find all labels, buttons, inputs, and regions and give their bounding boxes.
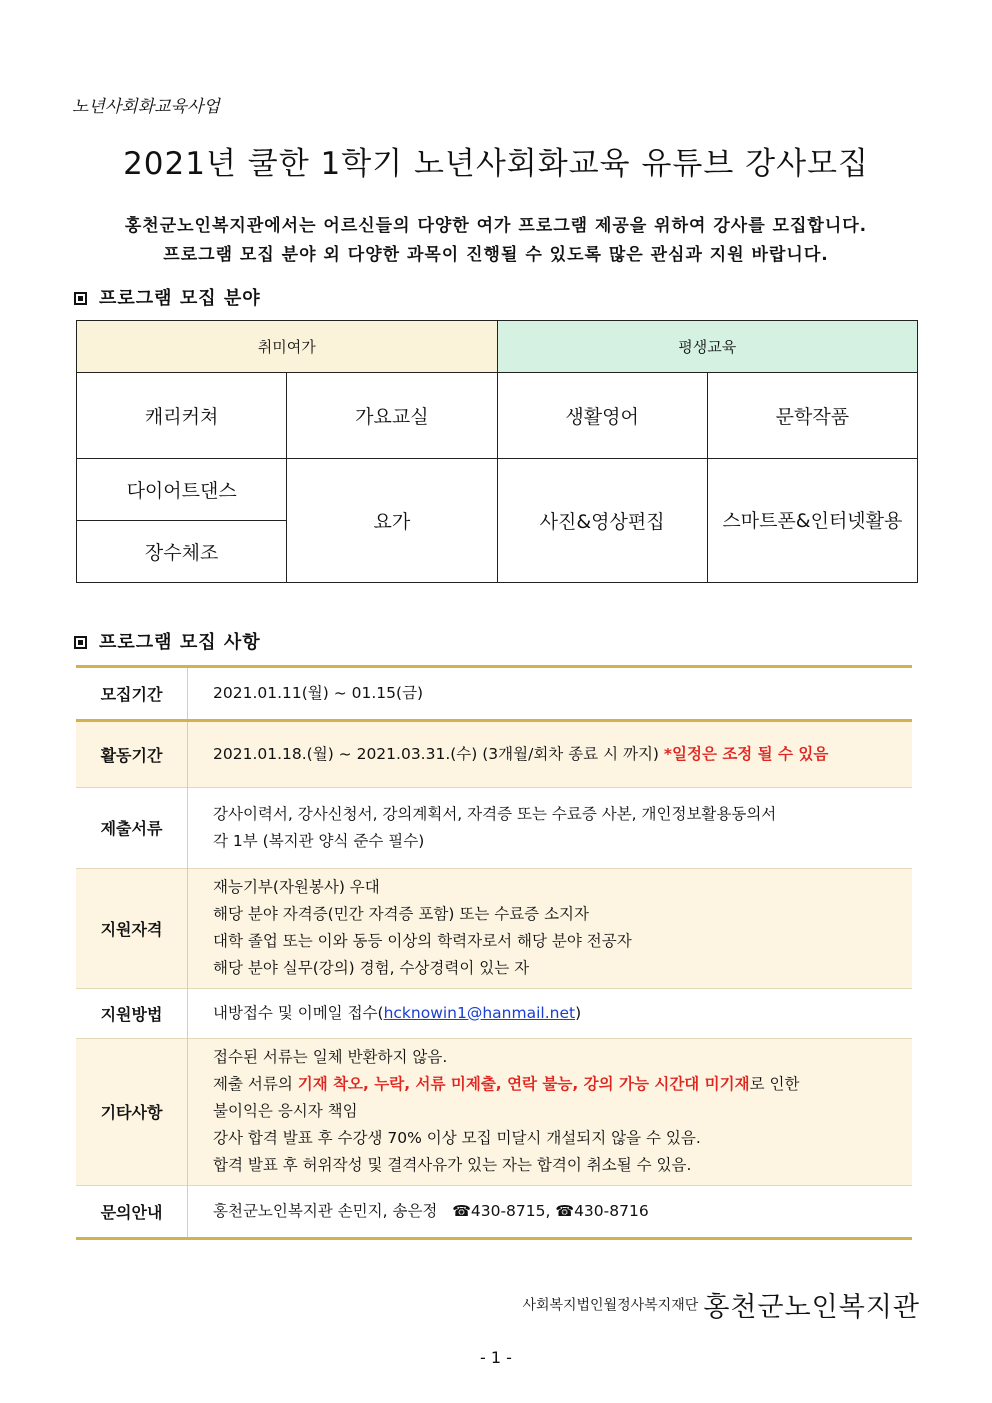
- intro-line-1: 홍천군노인복지관에서는 어르신들의 다양한 여가 프로그램 제공을 위하여 강사를 모집합니다.: [124, 216, 868, 236]
- other-line: 불이익은 응시자 책임: [213, 1102, 358, 1120]
- header-tag: 노년사회화교육사업: [72, 97, 220, 117]
- intro-line-2: 프로그램 모집 분야 외 다양한 과목이 진행될 수 있도록 많은 관심과 지원 바랍니다.: [163, 245, 829, 265]
- activity-period: 2021.01.18.(월) ~ 2021.03.31.(수) (3개월/회차 종료 시 까지): [213, 744, 659, 763]
- qualification-line: 대학 졸업 또는 이와 동등 이상의 학력자로서 해당 분야 전공자: [213, 932, 632, 950]
- category-hobby: 취미여가: [77, 321, 498, 373]
- row-value: [188, 1038, 913, 1185]
- phone-icon: ☎: [452, 1201, 471, 1220]
- page-number: - 1 -: [480, 1348, 512, 1367]
- row-value: [188, 720, 913, 787]
- program-cell: 가요교실: [287, 373, 497, 459]
- program-cell: 요가: [287, 459, 497, 583]
- phone-number: 430-8715,: [470, 1201, 551, 1220]
- square-bullet-icon: [74, 636, 87, 649]
- email-link[interactable]: hcknowin1@hanmail.net: [383, 1003, 576, 1022]
- section-title: 프로그램 모집 분야: [99, 288, 261, 309]
- foundation-name: 사회복지법인월정사복지재단: [522, 1297, 699, 1314]
- documents-line: 각 1부 (복지관 양식 준수 필수): [213, 831, 425, 850]
- category-lifelong: 평생교육: [497, 321, 918, 373]
- program-cell: 장수체조: [77, 521, 287, 583]
- row-label: 모집기간: [76, 668, 188, 720]
- row-value: [188, 1185, 913, 1238]
- method-text: 내방접수 및 이메일 접수(: [213, 1003, 384, 1022]
- program-cell: 다이어트댄스: [77, 459, 287, 521]
- table-row: [76, 988, 912, 1038]
- row-label: 지원자격: [76, 868, 188, 988]
- page-title: 2021년 쿨한 1학기 노년사회화교육 유튜브 강사모집: [123, 146, 869, 182]
- program-cell: 문학작품: [707, 373, 917, 459]
- other-text: 로 인한: [749, 1075, 800, 1093]
- row-label: 제출서류: [76, 787, 188, 868]
- section-heading-fields: [74, 284, 261, 310]
- contact-names: 홍천군노인복지관 손민지, 송은정: [213, 1201, 438, 1220]
- footer-organization: [522, 1285, 920, 1324]
- other-line: 강사 합격 발표 후 수강생 70% 이상 모집 미달시 개설되지 않을 수 있음.: [213, 1129, 701, 1147]
- row-label: 활동기간: [76, 720, 188, 787]
- organization-name: 홍천군노인복지관: [703, 1292, 920, 1323]
- schedule-note: *일정은 조정 될 수 있음: [663, 744, 829, 763]
- qualification-line: 해당 분야 자격증(민간 자격증 포함) 또는 수료증 소지자: [213, 905, 589, 923]
- program-fields-table: [76, 320, 918, 583]
- section-title: 프로그램 모집 사항: [99, 632, 261, 653]
- square-bullet-icon: [74, 292, 87, 305]
- qualification-line: 재능기부(자원봉사) 우대: [213, 878, 380, 896]
- row-value: 2021.01.11(월) ~ 01.15(금): [213, 683, 424, 702]
- program-cell: 사진&영상편집: [497, 459, 707, 583]
- qualification-line: 해당 분야 실무(강의) 경험, 수상경력이 있는 자: [213, 959, 530, 977]
- table-row: [76, 868, 912, 988]
- program-cell: 캐리커쳐: [77, 373, 287, 459]
- phone-icon: ☎: [555, 1201, 575, 1220]
- table-row: [76, 1038, 912, 1185]
- table-row: [76, 668, 912, 720]
- row-label: 문의안내: [76, 1185, 188, 1238]
- program-cell: 스마트폰&인터넷활용: [707, 459, 917, 583]
- phone-number: 430-8716: [574, 1201, 649, 1220]
- row-value: [188, 868, 913, 988]
- table-row: [76, 1185, 912, 1238]
- row-value: [188, 787, 913, 868]
- method-suffix: ): [575, 1003, 582, 1022]
- table-row: [76, 720, 912, 787]
- row-value: [188, 988, 913, 1038]
- other-line: 합격 발표 후 허위작성 및 결격사유가 있는 자는 합격이 취소될 수 있음.: [213, 1156, 692, 1174]
- documents-line: 강사이력서, 강사신청서, 강의계획서, 자격증 또는 수료증 사본, 개인정보활용동의서: [213, 804, 777, 823]
- warning-text: 기재 착오, 누락, 서류 미제출, 연락 불능, 강의 가능 시간대 미기재: [297, 1075, 750, 1093]
- table-row: [76, 787, 912, 868]
- other-text: 제출 서류의: [213, 1075, 298, 1093]
- other-line: [213, 1071, 912, 1098]
- section-heading-details: [74, 628, 261, 654]
- recruitment-details-table: [76, 668, 912, 1240]
- row-label: 지원방법: [76, 988, 188, 1038]
- program-cell: 생활영어: [497, 373, 707, 459]
- row-label: 기타사항: [76, 1038, 188, 1185]
- other-line: 접수된 서류는 일체 반환하지 않음.: [213, 1048, 448, 1066]
